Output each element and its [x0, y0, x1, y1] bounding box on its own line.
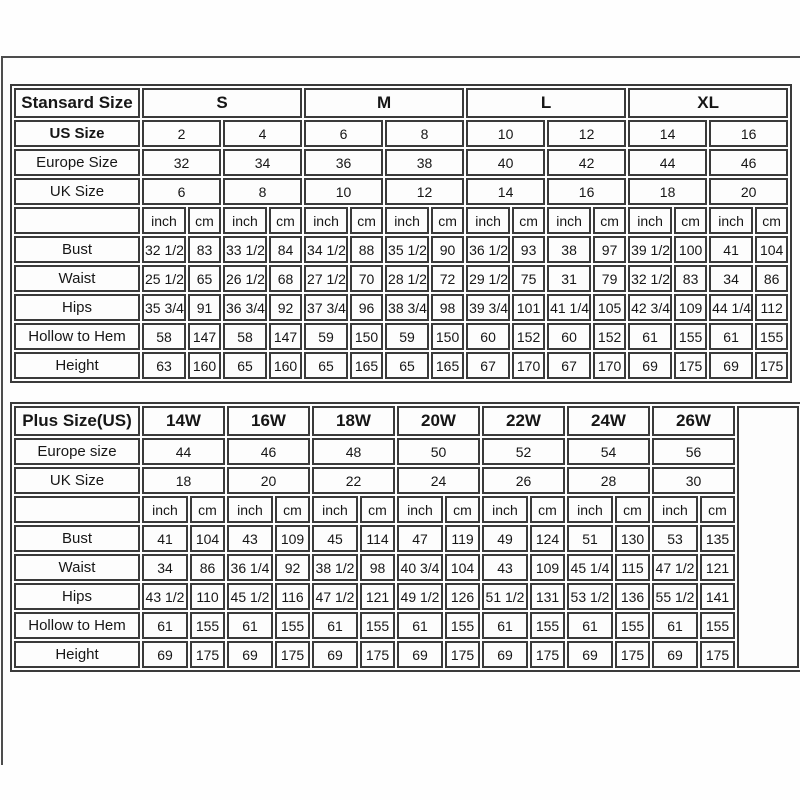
measure-inch-value: 67 [466, 352, 510, 379]
row-label: Waist [14, 265, 140, 292]
measure-cm-value: 155 [190, 612, 225, 639]
measure-inch-value: 34 [142, 554, 188, 581]
measure-cm-value: 126 [445, 583, 480, 610]
measure-cm-value: 155 [445, 612, 480, 639]
size-value: 6 [304, 120, 383, 147]
measure-inch-value: 41 [142, 525, 188, 552]
measure-cm-value: 175 [275, 641, 310, 668]
measure-cm-value: 155 [360, 612, 395, 639]
size-group-header: 14W [142, 406, 225, 436]
measure-inch-value: 29 1/2 [466, 265, 510, 292]
size-group-header: 26W [652, 406, 735, 436]
measure-inch-value: 39 1/2 [628, 236, 672, 263]
unit-label-inch: inch [567, 496, 613, 523]
measure-inch-value: 53 [652, 525, 698, 552]
measure-cm-value: 150 [431, 323, 464, 350]
measure-cm-value: 112 [755, 294, 788, 321]
measure-inch-value: 65 [304, 352, 348, 379]
unit-label-inch: inch [312, 496, 358, 523]
measure-cm-value: 160 [188, 352, 221, 379]
measure-cm-value: 90 [431, 236, 464, 263]
unit-label-inch: inch [652, 496, 698, 523]
measure-inch-value: 34 [709, 265, 753, 292]
measure-cm-value: 152 [593, 323, 626, 350]
unit-label-cm: cm [269, 207, 302, 234]
measure-cm-value: 65 [188, 265, 221, 292]
measure-cm-value: 79 [593, 265, 626, 292]
unit-label-inch: inch [385, 207, 429, 234]
measure-inch-value: 60 [547, 323, 591, 350]
measure-inch-value: 43 [482, 554, 528, 581]
unit-label-cm: cm [190, 496, 225, 523]
measure-inch-value: 45 1/4 [567, 554, 613, 581]
size-value: 18 [142, 467, 225, 494]
measure-cm-value: 150 [350, 323, 383, 350]
measure-cm-value: 175 [530, 641, 565, 668]
unit-label-inch: inch [628, 207, 672, 234]
unit-label-inch: inch [397, 496, 443, 523]
measure-inch-value: 25 1/2 [142, 265, 186, 292]
size-value: 40 [466, 149, 545, 176]
measure-cm-value: 147 [188, 323, 221, 350]
standard-size-chart [10, 84, 792, 383]
measure-cm-value: 92 [269, 294, 302, 321]
size-value: 26 [482, 467, 565, 494]
measure-inch-value: 61 [709, 323, 753, 350]
measure-cm-value: 155 [275, 612, 310, 639]
unit-label-cm: cm [755, 207, 788, 234]
measure-cm-value: 92 [275, 554, 310, 581]
measure-cm-value: 100 [674, 236, 707, 263]
size-value: 34 [223, 149, 302, 176]
unit-label-inch: inch [547, 207, 591, 234]
unit-label-cm: cm [445, 496, 480, 523]
row-label: Hips [14, 583, 140, 610]
measure-inch-value: 53 1/2 [567, 583, 613, 610]
frame-line-left [1, 56, 3, 765]
measure-cm-value: 104 [445, 554, 480, 581]
measure-inch-value: 44 1/4 [709, 294, 753, 321]
measure-inch-value: 61 [567, 612, 613, 639]
unit-label-inch: inch [466, 207, 510, 234]
measure-inch-value: 58 [223, 323, 267, 350]
measure-inch-value: 33 1/2 [223, 236, 267, 263]
measure-cm-value: 84 [269, 236, 302, 263]
measure-cm-value: 155 [615, 612, 650, 639]
unit-label-cm: cm [674, 207, 707, 234]
measure-inch-value: 35 1/2 [385, 236, 429, 263]
measure-cm-value: 170 [512, 352, 545, 379]
measure-inch-value: 63 [142, 352, 186, 379]
measure-inch-value: 47 [397, 525, 443, 552]
measure-cm-value: 72 [431, 265, 464, 292]
unit-label-cm: cm [188, 207, 221, 234]
measure-inch-value: 43 [227, 525, 273, 552]
unit-label-inch: inch [709, 207, 753, 234]
unit-label-cm: cm [593, 207, 626, 234]
row-label: Europe size [14, 438, 140, 465]
measure-inch-value: 45 [312, 525, 358, 552]
size-group-header: L [466, 88, 626, 118]
measure-inch-value: 26 1/2 [223, 265, 267, 292]
measure-cm-value: 131 [530, 583, 565, 610]
measure-cm-value: 91 [188, 294, 221, 321]
measure-cm-value: 88 [350, 236, 383, 263]
measure-inch-value: 42 3/4 [628, 294, 672, 321]
size-group-header: S [142, 88, 302, 118]
measure-inch-value: 58 [142, 323, 186, 350]
row-label: UK Size [14, 467, 140, 494]
measure-cm-value: 98 [360, 554, 395, 581]
measure-inch-value: 61 [482, 612, 528, 639]
measure-cm-value: 104 [755, 236, 788, 263]
measure-inch-value: 69 [142, 641, 188, 668]
measure-inch-value: 69 [652, 641, 698, 668]
measure-inch-value: 41 1/4 [547, 294, 591, 321]
measure-inch-value: 60 [466, 323, 510, 350]
size-group-header: 22W [482, 406, 565, 436]
unit-label-cm: cm [700, 496, 735, 523]
measure-inch-value: 61 [397, 612, 443, 639]
measure-cm-value: 70 [350, 265, 383, 292]
measure-inch-value: 61 [142, 612, 188, 639]
size-value: 20 [227, 467, 310, 494]
measure-cm-value: 175 [700, 641, 735, 668]
measure-inch-value: 69 [312, 641, 358, 668]
row-label: Hollow to Hem [14, 612, 140, 639]
measure-cm-value: 175 [755, 352, 788, 379]
size-value: 50 [397, 438, 480, 465]
measure-inch-value: 59 [385, 323, 429, 350]
measure-cm-value: 109 [275, 525, 310, 552]
measure-cm-value: 175 [615, 641, 650, 668]
measure-inch-value: 41 [709, 236, 753, 263]
measure-cm-value: 175 [674, 352, 707, 379]
row-label: Height [14, 352, 140, 379]
measure-inch-value: 40 3/4 [397, 554, 443, 581]
size-value: 6 [142, 178, 221, 205]
measure-cm-value: 104 [190, 525, 225, 552]
measure-inch-value: 69 [227, 641, 273, 668]
measure-cm-value: 86 [190, 554, 225, 581]
measure-inch-value: 34 1/2 [304, 236, 348, 263]
size-charts-container [10, 84, 790, 672]
measure-inch-value: 38 3/4 [385, 294, 429, 321]
measure-cm-value: 155 [755, 323, 788, 350]
measure-inch-value: 69 [628, 352, 672, 379]
measure-cm-value: 101 [512, 294, 545, 321]
row-label: UK Size [14, 178, 140, 205]
unit-label-inch: inch [482, 496, 528, 523]
measure-inch-value: 65 [385, 352, 429, 379]
size-value: 44 [142, 438, 225, 465]
measure-cm-value: 75 [512, 265, 545, 292]
measure-cm-value: 93 [512, 236, 545, 263]
size-value: 46 [227, 438, 310, 465]
measure-cm-value: 175 [360, 641, 395, 668]
measure-cm-value: 152 [512, 323, 545, 350]
size-value: 52 [482, 438, 565, 465]
unit-label-inch: inch [304, 207, 348, 234]
size-value: 54 [567, 438, 650, 465]
measure-cm-value: 124 [530, 525, 565, 552]
measure-inch-value: 61 [312, 612, 358, 639]
measure-cm-value: 121 [700, 554, 735, 581]
size-value: 8 [223, 178, 302, 205]
measure-cm-value: 175 [445, 641, 480, 668]
corner-label: Plus Size(US) [14, 406, 140, 436]
size-group-header: XL [628, 88, 788, 118]
measure-inch-value: 28 1/2 [385, 265, 429, 292]
size-value: 46 [709, 149, 788, 176]
measure-inch-value: 32 1/2 [142, 236, 186, 263]
row-label: Hips [14, 294, 140, 321]
measure-cm-value: 105 [593, 294, 626, 321]
measure-inch-value: 51 [567, 525, 613, 552]
measure-cm-value: 147 [269, 323, 302, 350]
measure-inch-value: 69 [567, 641, 613, 668]
size-value: 42 [547, 149, 626, 176]
measure-inch-value: 43 1/2 [142, 583, 188, 610]
measure-inch-value: 47 1/2 [652, 554, 698, 581]
unit-label-inch: inch [142, 207, 186, 234]
size-value: 38 [385, 149, 464, 176]
size-value: 14 [628, 120, 707, 147]
measure-inch-value: 69 [709, 352, 753, 379]
unit-label-cm: cm [615, 496, 650, 523]
size-value: 30 [652, 467, 735, 494]
measure-cm-value: 83 [674, 265, 707, 292]
measure-cm-value: 136 [615, 583, 650, 610]
row-label: Bust [14, 236, 140, 263]
measure-inch-value: 35 3/4 [142, 294, 186, 321]
measure-cm-value: 115 [615, 554, 650, 581]
unit-label-cm: cm [512, 207, 545, 234]
measure-cm-value: 165 [431, 352, 464, 379]
measure-inch-value: 39 3/4 [466, 294, 510, 321]
size-value: 44 [628, 149, 707, 176]
measure-cm-value: 97 [593, 236, 626, 263]
size-value: 48 [312, 438, 395, 465]
measure-inch-value: 61 [227, 612, 273, 639]
measure-cm-value: 155 [674, 323, 707, 350]
unit-label-cm: cm [431, 207, 464, 234]
measure-cm-value: 114 [360, 525, 395, 552]
measure-cm-value: 96 [350, 294, 383, 321]
size-value: 12 [547, 120, 626, 147]
measure-cm-value: 130 [615, 525, 650, 552]
measure-cm-value: 110 [190, 583, 225, 610]
size-value: 16 [709, 120, 788, 147]
measure-inch-value: 38 1/2 [312, 554, 358, 581]
unit-label-cm: cm [530, 496, 565, 523]
measure-cm-value: 175 [190, 641, 225, 668]
measure-inch-value: 36 1/4 [227, 554, 273, 581]
row-label: US Size [14, 120, 140, 147]
measure-cm-value: 121 [360, 583, 395, 610]
measure-inch-value: 69 [397, 641, 443, 668]
measure-inch-value: 49 [482, 525, 528, 552]
measure-cm-value: 155 [530, 612, 565, 639]
measure-inch-value: 55 1/2 [652, 583, 698, 610]
measure-cm-value: 160 [269, 352, 302, 379]
size-value: 14 [466, 178, 545, 205]
size-group-header: 16W [227, 406, 310, 436]
measure-cm-value: 141 [700, 583, 735, 610]
size-value: 12 [385, 178, 464, 205]
measure-inch-value: 61 [628, 323, 672, 350]
measure-cm-value: 86 [755, 265, 788, 292]
size-value: 18 [628, 178, 707, 205]
size-group-header: 20W [397, 406, 480, 436]
measure-cm-value: 155 [700, 612, 735, 639]
size-value: 24 [397, 467, 480, 494]
measure-cm-value: 68 [269, 265, 302, 292]
measure-inch-value: 38 [547, 236, 591, 263]
measure-inch-value: 61 [652, 612, 698, 639]
size-value: 4 [223, 120, 302, 147]
measure-cm-value: 135 [700, 525, 735, 552]
measure-inch-value: 51 1/2 [482, 583, 528, 610]
measure-cm-value: 116 [275, 583, 310, 610]
size-value: 8 [385, 120, 464, 147]
corner-label: Stansard Size [14, 88, 140, 118]
row-label: Bust [14, 525, 140, 552]
measure-cm-value: 165 [350, 352, 383, 379]
row-label: Hollow to Hem [14, 323, 140, 350]
size-value: 36 [304, 149, 383, 176]
measure-cm-value: 109 [530, 554, 565, 581]
measure-inch-value: 47 1/2 [312, 583, 358, 610]
measure-inch-value: 36 1/2 [466, 236, 510, 263]
unit-label-cm: cm [275, 496, 310, 523]
row-label: Height [14, 641, 140, 668]
measure-inch-value: 31 [547, 265, 591, 292]
plus-size-chart [10, 402, 800, 672]
measure-inch-value: 32 1/2 [628, 265, 672, 292]
size-value: 22 [312, 467, 395, 494]
row-label: Waist [14, 554, 140, 581]
size-value: 28 [567, 467, 650, 494]
measure-cm-value: 119 [445, 525, 480, 552]
unit-label-inch: inch [142, 496, 188, 523]
measure-inch-value: 49 1/2 [397, 583, 443, 610]
measure-cm-value: 98 [431, 294, 464, 321]
size-value: 10 [466, 120, 545, 147]
size-group-header: 18W [312, 406, 395, 436]
size-value: 16 [547, 178, 626, 205]
unit-label-cm: cm [350, 207, 383, 234]
measure-inch-value: 59 [304, 323, 348, 350]
measure-inch-value: 27 1/2 [304, 265, 348, 292]
unit-label-inch: inch [223, 207, 267, 234]
unit-label-cm: cm [360, 496, 395, 523]
measure-cm-value: 83 [188, 236, 221, 263]
unit-label-inch: inch [227, 496, 273, 523]
size-group-header: M [304, 88, 464, 118]
measure-inch-value: 37 3/4 [304, 294, 348, 321]
measure-inch-value: 65 [223, 352, 267, 379]
size-value: 32 [142, 149, 221, 176]
measure-cm-value: 170 [593, 352, 626, 379]
measure-cm-value: 109 [674, 294, 707, 321]
unit-row-spacer [14, 496, 140, 523]
measure-inch-value: 45 1/2 [227, 583, 273, 610]
size-value: 20 [709, 178, 788, 205]
measure-inch-value: 36 3/4 [223, 294, 267, 321]
size-value: 56 [652, 438, 735, 465]
empty-column [737, 406, 799, 668]
measure-inch-value: 69 [482, 641, 528, 668]
frame-line-top [1, 56, 800, 58]
size-group-header: 24W [567, 406, 650, 436]
row-label: Europe Size [14, 149, 140, 176]
size-value: 2 [142, 120, 221, 147]
unit-row-spacer [14, 207, 140, 234]
size-value: 10 [304, 178, 383, 205]
measure-inch-value: 67 [547, 352, 591, 379]
